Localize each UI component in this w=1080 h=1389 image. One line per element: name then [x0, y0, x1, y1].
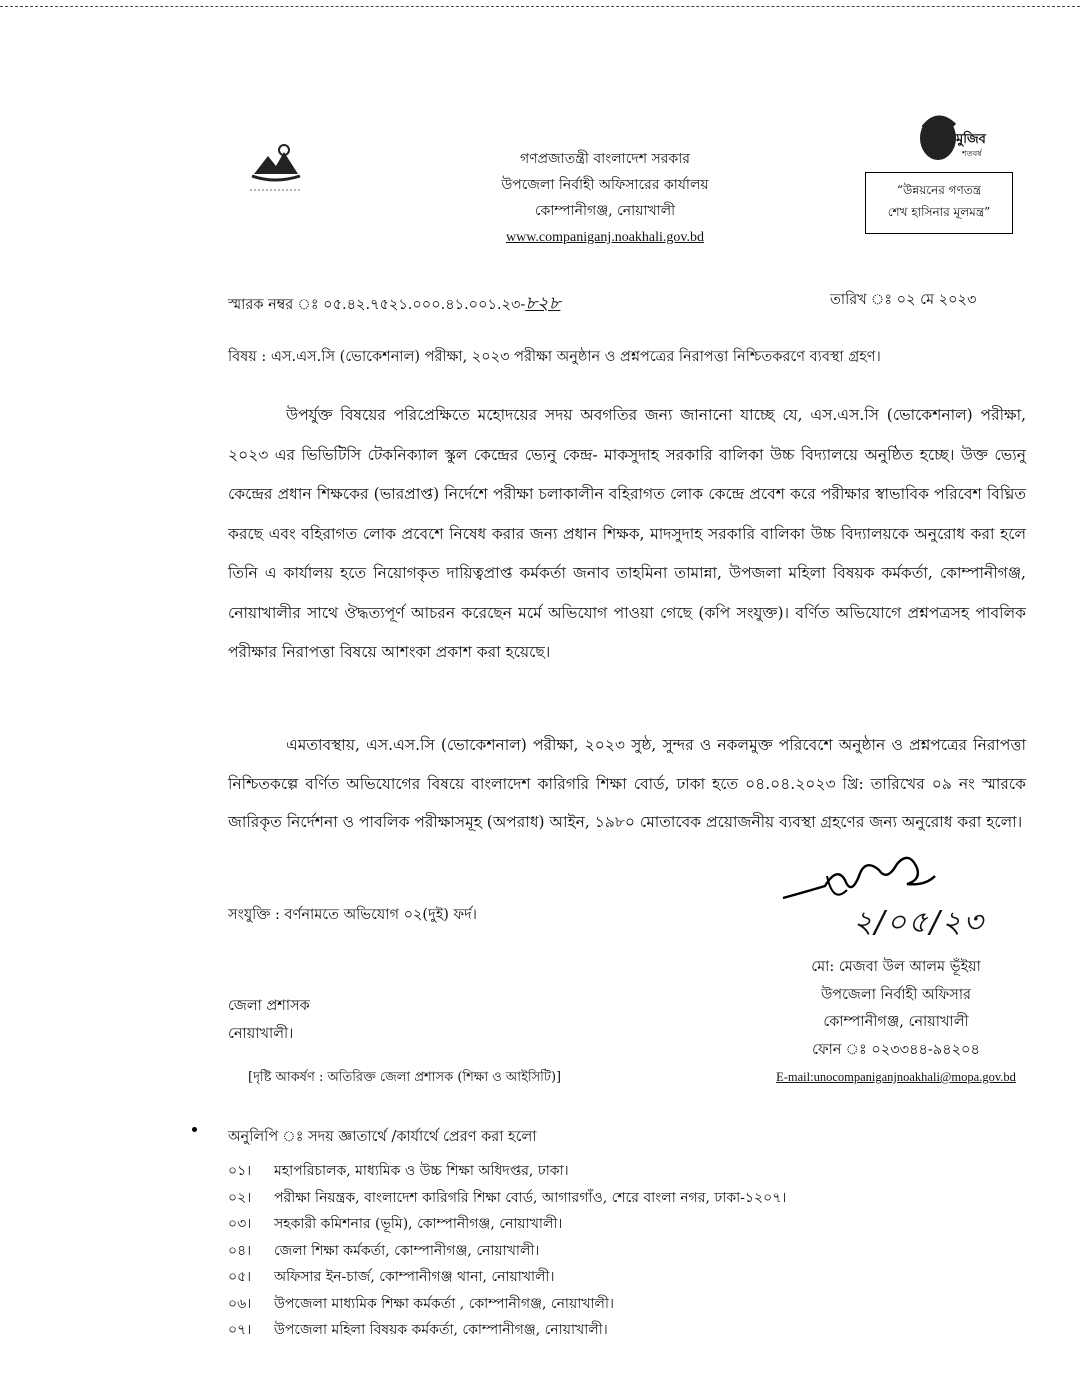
- officer-location: কোম্পানীগঞ্জ, নোয়াখালী: [823, 1014, 969, 1030]
- officer-name: মো: মেজবা উল আলম ভূঁইয়া: [811, 959, 981, 975]
- list-item: ০৭। উপজেলা মহিলা বিষয়ক কর্মকর্তা, কোম্পানীগঞ্জ, নোয়াখালী।: [228, 1322, 608, 1338]
- mujib-badge: [912, 108, 992, 170]
- government-logo: [244, 138, 306, 194]
- motto-box: [865, 172, 1013, 234]
- mountain-sun-icon: [244, 138, 306, 194]
- header-govt: গণপ্রজাতন্ত্রী বাংলাদেশ সরকার: [520, 151, 690, 167]
- motto-line-1: “উন্নয়নের গণতন্ত্র: [896, 183, 982, 197]
- body-paragraph-1: উপর্যুক্ত বিষয়ের পরিপ্রেক্ষিতে মহোদয়ের সদয় অবগতির জন্য জানানো যাচ্ছে যে, এস.এস.সি (ভোকেশনাল) পরীক্ষা, ২০২৩ এর ভিভিটিসি টেকনিক্যাল স্কুল কেন্দ্রের ভ্যেনু কেন্দ্র- মাকসুদাহ সরকারি বালিকা উচ্চ বিদ্যালয়ে অনুষ্ঠিত হচ্ছে। উক্ত ভ্যেনু কেন্দ্রের প্রধান শিক্ষকের (ভারপ্রাপ্ত) নির্দেশে পরীক্ষা চলাকালীন বহিরাগত লোক কেন্দ্রে প্রবেশ করে পরীক্ষার স্বাভাবিক পরিবেশ বিঘ্নিত করছে এবং বহিরাগত লোক প্রবেশে নিষেধ করার জন্য প্রধান শিক্ষক, মাদসুদাহ সরকারি বালিকা উচ্চ বিদ্যালয়কে অনুরোধ করা হলে তিনি এ কার্যালয় হতে নিয়োগকৃত দায়িত্বপ্রাপ্ত কর্মকর্তা জনাব তাহমিনা তামান্না, উপজলা মহিলা বিষয়ক কর্মকর্তা, কোম্পানীগঞ্জ, নোয়াখালীর সাথে ঔদ্ধত্যপূর্ণ আচরন করেছেন মর্মে অভিযোগ পাওয়া গেছে (কপি সংযুক্ত)। বর্ণিত অভিযোগে প্রশ্নপত্রসহ পাবলিক পরীক্ষার নিরাপত্তা বিষয়ে আশংকা প্রকাশ করা হয়েছে।: [228, 406, 1026, 661]
- header-website[interactable]: www.companiganj.noakhali.gov.bd: [505, 230, 705, 245]
- mujib-subtext: শতবর্ষ: [962, 149, 982, 158]
- body-paragraph-2: এমতাবস্থায়, এস.এস.সি (ভোকেশনাল) পরীক্ষা, ২০২৩ সুষ্ঠ, সুন্দর ও নকলমুক্ত পরিবেশে অনুষ্ঠান ও প্রশ্নপত্রের নিরাপত্তা নিশ্চিতকল্পে বর্ণিত অভিযোগের বিষয়ে বাংলাদেশ কারিগরি শিক্ষা বোর্ড, ঢাকা হতে ০৪.০৪.২০২৩ খ্রি: তারিখের ০৯ নং স্মারকে জারিকৃত নির্দেশনা ও পাবলিক পরীক্ষাসমূহ (অপরাধ) আইন, ১৯৮০ মোতাবেক প্রয়োজনীয় ব্যবস্থা গ্রহণের জন্য অনুরোধ করা হলো।: [228, 736, 1026, 831]
- copy-heading: অনুলিপি ঃ সদয় জ্ঞাতার্থে /কার্যার্থে প্রেরণ করা হলো: [228, 1129, 537, 1145]
- recipient-block: [228, 992, 310, 1048]
- subject-line: বিষয় : এস.এস.সি (ভোকেশনাল) পরীক্ষা, ২০২৩ পরীক্ষা অনুষ্ঠান ও প্রশ্নপত্রের নিরাপত্তা নিশ্চিতকরণে ব্যবস্থা গ্রহণ।: [228, 349, 881, 365]
- top-border-line: [0, 6, 1080, 7]
- list-item: ০৪। জেলা শিক্ষা কর্মকর্তা, কোম্পানীগঞ্জ, নোয়াখালী।: [228, 1242, 540, 1259]
- copy-list: [228, 1158, 786, 1344]
- memo-ref-handwritten: ৮২৮: [525, 293, 561, 314]
- list-item: ০৩। সহকারী কমিশনার (ভূমি), কোম্পানীগঞ্জ, নোয়াখালী।: [228, 1216, 563, 1232]
- memo-date: তারিখ ঃ ০২ মে ২০২৩: [830, 292, 977, 308]
- memo-ref-label: স্মারক নম্বর ঃ ০৫.৪২.৭৫২১.০০০.৪১.০০১.২৩-: [228, 297, 526, 313]
- header-location: কোম্পানীগঞ্জ, নোয়াখালী: [534, 203, 676, 219]
- list-item: ০১। মহাপরিচালক, মাধ্যমিক ও উচ্চ শিক্ষা অধিদপ্তর, ঢাকা।: [228, 1163, 569, 1179]
- signature-block: [770, 954, 1022, 1092]
- officer-designation: উপজেলা নির্বাহী অফিসার: [820, 986, 972, 1003]
- motto-line-2: শেখ হাসিনার মূলমন্ত্র”: [887, 205, 991, 219]
- list-item: ০৫। অফিসার ইন-চার্জ, কোম্পানীগঞ্জ থানা, নোয়াখালী।: [228, 1269, 555, 1285]
- recipient-location: নোয়াখালী।: [228, 1026, 294, 1042]
- recipient-title: জেলা প্রশাসক: [228, 998, 310, 1014]
- attention-line: [দৃষ্টি আকর্ষণ : অতিরিক্ত জেলা প্রশাসক (শিক্ষা ও আইসিটি)]: [248, 1070, 562, 1085]
- list-item: ০২। পরীক্ষা নিয়ন্ত্রক, বাংলাদেশ কারিগরি শিক্ষা বোর্ড, আগারগাঁও, শেরে বাংলা নগর, ঢাকা-১২০৭।: [228, 1189, 787, 1206]
- header-office: উপজেলা নির্বাহী অফিসারের কার্যালয়: [501, 177, 709, 193]
- letterhead: [440, 146, 770, 251]
- signature-date: ২/০৫/২৩: [853, 905, 985, 940]
- officer-phone: ফোন ঃ ০২৩৩৪৪-৯৪২০৪: [812, 1041, 980, 1058]
- signature: [775, 846, 1035, 946]
- list-item: ০৬। উপজেলা মাধ্যমিক শিক্ষা কর্মকর্তা , কোম্পানীগঞ্জ, নোয়াখালী।: [228, 1295, 614, 1312]
- memo-number: [228, 289, 560, 320]
- mujib-text: মুজিব: [956, 132, 986, 147]
- officer-email[interactable]: E-mail:unocompaniganjnoakhali@mopa.gov.bd: [776, 1070, 1016, 1084]
- bullet-icon: [192, 1127, 197, 1132]
- attachment-line: সংযুক্তি : বর্ণনামতে অভিযোগ ০২(দুই) ফর্দ।: [228, 907, 477, 923]
